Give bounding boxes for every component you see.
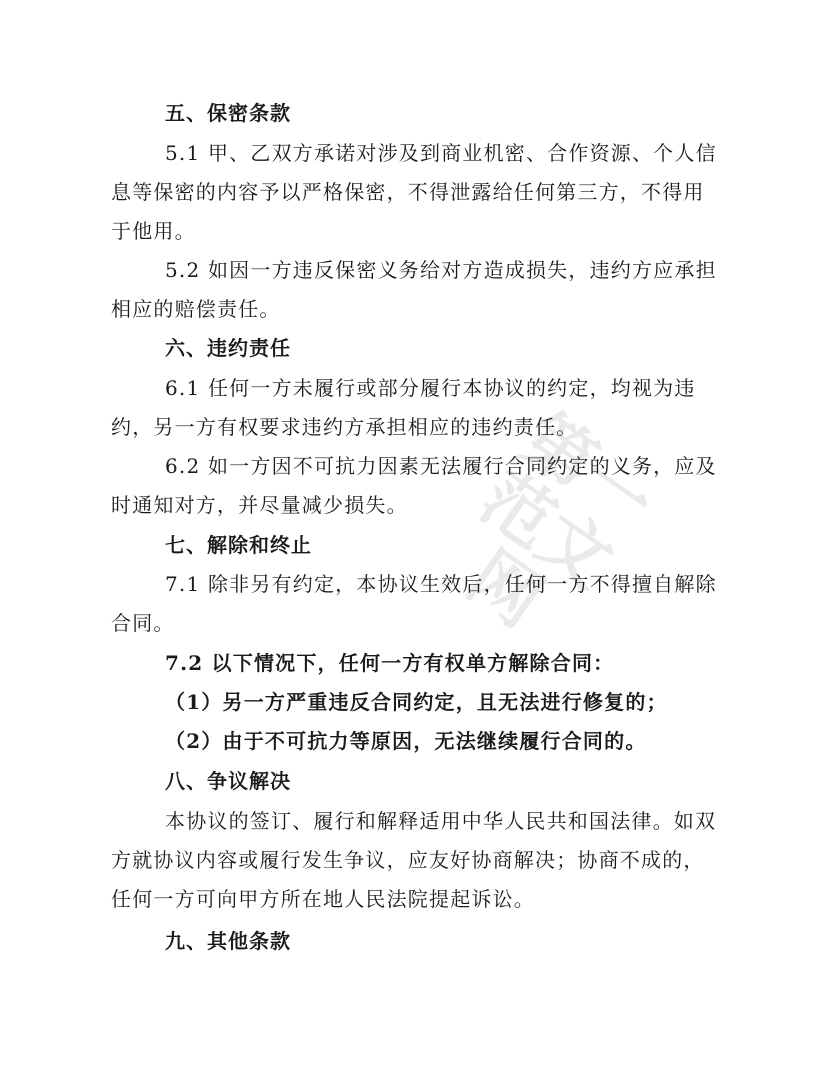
section-heading-breach: 六、违约责任: [165, 336, 291, 360]
section-heading-confidentiality: 五、保密条款: [165, 101, 291, 125]
section-heading-termination: 七、解除和终止: [165, 533, 312, 557]
list-item: （1）另一方严重违反合同约定，且无法进行修复的；: [165, 690, 668, 714]
watermark: 第一范文网: [453, 397, 670, 643]
paragraph-line: 6.2 如一方因不可抗力因素无法履行合同约定的义务，应及: [165, 454, 717, 478]
paragraph-line: 本协议的签订、履行和解释适用中华人民共和国法律。如双: [165, 809, 717, 833]
paragraph-line: 息等保密的内容予以严格保密，不得泄露给任何第三方，不得用: [111, 180, 705, 204]
paragraph-line: 任何一方可向甲方所在地人民法院提起诉讼。: [111, 887, 535, 911]
paragraph-line: 5.2 如因一方违反保密义务给对方造成损失，违约方应承担: [165, 258, 717, 282]
paragraph-line: 方就协议内容或履行发生争议，应友好协商解决；协商不成的，: [111, 848, 705, 872]
paragraph-line: 7.1 除非另有约定，本协议生效后，任何一方不得擅自解除: [165, 572, 717, 596]
paragraph-line: 于他用。: [111, 219, 196, 243]
paragraph-line: 合同。: [111, 611, 175, 635]
paragraph-line: 5.1 甲、乙双方承诺对涉及到商业机密、合作资源、个人信: [165, 141, 717, 165]
list-item: （2）由于不可抗力等原因，无法继续履行合同的。: [165, 729, 647, 753]
paragraph-line: 6.1 任何一方未履行或部分履行本协议的约定，均视为违: [165, 376, 696, 400]
section-heading-other: 九、其他条款: [165, 929, 291, 953]
paragraph-line: 相应的赔偿责任。: [111, 297, 281, 321]
paragraph-line: 时通知对方，并尽量减少损失。: [111, 493, 408, 517]
paragraph-line: 约，另一方有权要求违约方承担相应的违约责任。: [111, 415, 578, 439]
section-heading-dispute: 八、争议解决: [165, 769, 291, 793]
paragraph-line-bold: 7.2 以下情况下，任何一方有权单方解除合同：: [165, 651, 615, 675]
